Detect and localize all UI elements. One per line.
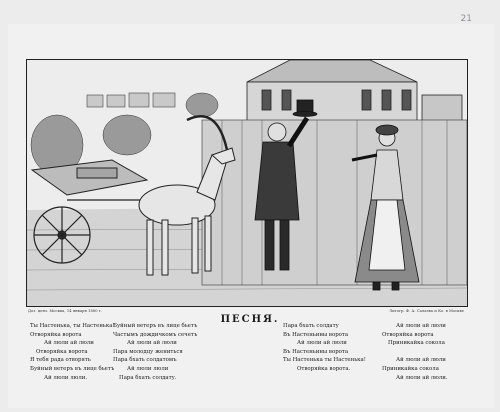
illustration-svg [27, 60, 467, 306]
verse-line: Отворяйка ворота. [297, 365, 351, 372]
verse-line: Буйный ветеръ въ лице бьетъ [30, 365, 115, 372]
publisher-imprint: Литогр. Ф. А. Салаева и Ко. в Москве [389, 309, 464, 313]
verse-line: Въ Настеньины ворота [283, 348, 349, 355]
verse-line: Я тебя рада отворять [30, 357, 91, 364]
verse-line: Въ Настеньины ворота [283, 331, 349, 338]
verse-line: Ай люли ай люли [396, 323, 446, 329]
verse-line: Ай люли люли. [44, 374, 88, 381]
verse-column [382, 322, 448, 382]
verse-line: Пара молодцу жениться [113, 348, 183, 355]
verse-line: Ай люли ай люли [396, 357, 446, 364]
verse-line: Ты Настенька ты Настенька! [283, 357, 366, 364]
censor-imprint: Доз. ценз. Москва, 14 января 1880 г. [28, 309, 103, 313]
verse-line: Пара бхать солдату [283, 323, 339, 329]
verse-column [113, 322, 197, 382]
verse-line: Отворяйка ворота [30, 331, 82, 338]
verse-line: Буйный ветеръ въ лице бьетъ [113, 323, 198, 329]
verse-line: Пара бхать солдатомъ [113, 357, 177, 364]
page-number: 21 [460, 14, 472, 24]
verse-line: Частымъ дождичкомъ сечетъ [113, 331, 198, 338]
verse-line: Ай люли ай люли [297, 340, 347, 347]
song-title: ПЕСНЯ. [220, 314, 280, 325]
verse-line: Отворяйка ворота [382, 331, 434, 338]
verse-line: Ай люли люли [127, 365, 169, 372]
verse-column [283, 322, 366, 374]
verse-line: Приникайка сокола [382, 365, 439, 372]
verse-line [382, 348, 448, 357]
verse-column [30, 322, 115, 382]
verse-line: Пара бхать солдату. [119, 374, 177, 381]
verse-line: Ай люли ай люли [44, 340, 94, 347]
verse-line: Ай люли ай люли. [396, 374, 448, 381]
verse-line: Ай люли ай люли [127, 340, 177, 347]
verse-line: Отворяйка ворота [36, 348, 88, 355]
lubok-illustration [26, 59, 468, 307]
verse-line: Приникайка сокола [388, 340, 445, 347]
verse-line: Ты Настенька, ты Настенька! [30, 323, 115, 329]
